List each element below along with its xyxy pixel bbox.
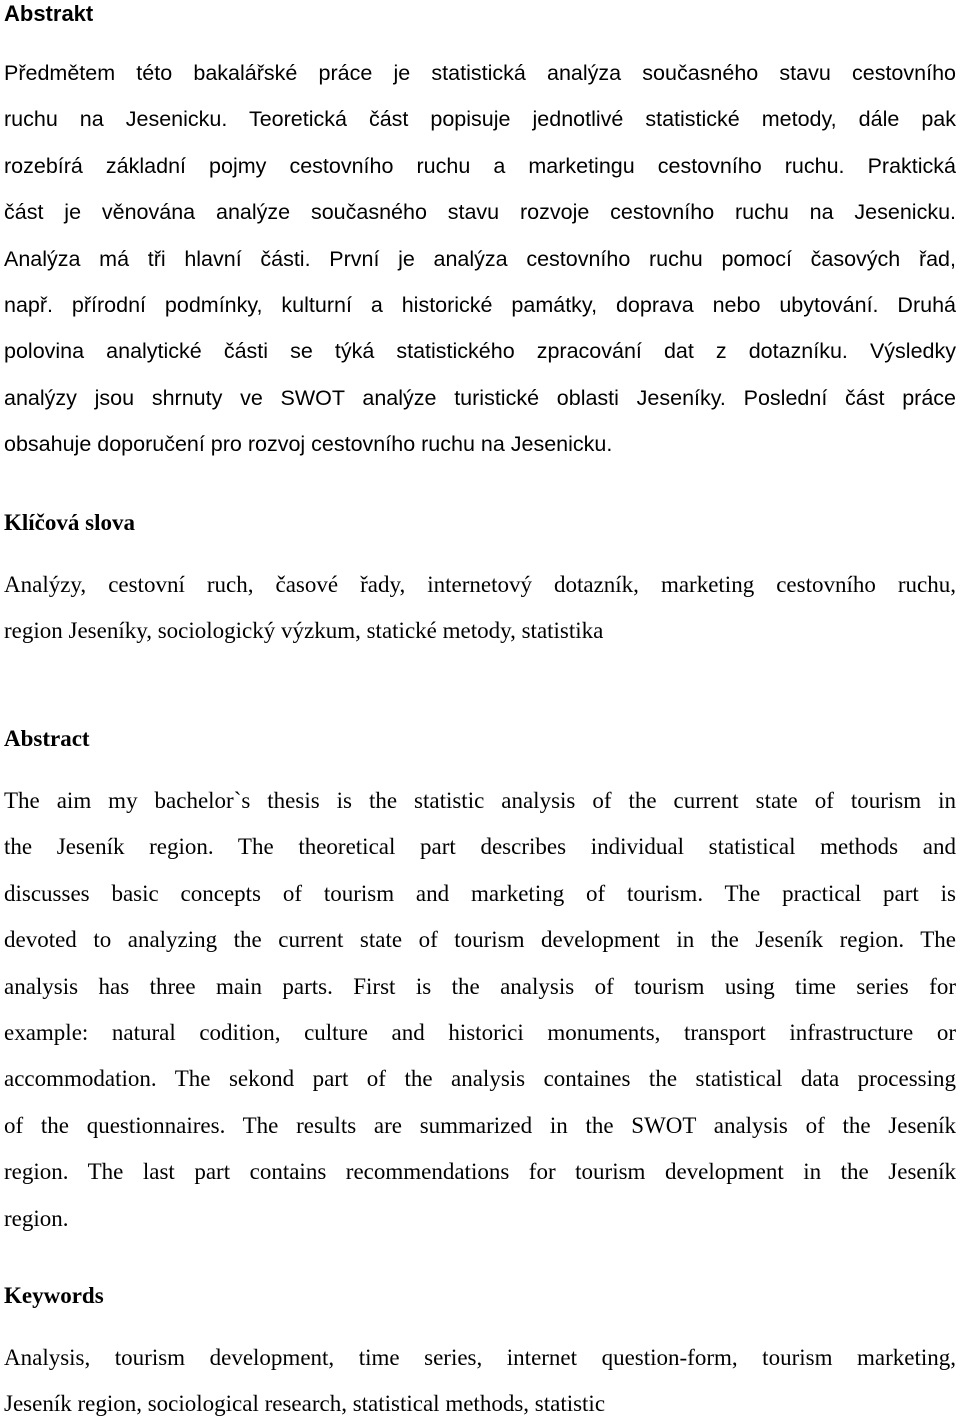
klicova-slova-line: Analýzy, cestovní ruch, časové řady, internetový dotazník, marketing cestovního ruchu, — [4, 572, 956, 597]
keywords-heading: Keywords — [4, 1283, 104, 1308]
abstrakt-line: rozebírá základní pojmy cestovního ruchu a marketingu cestovního ruchu. Praktická — [4, 153, 956, 178]
abstrakt-heading: Abstrakt — [4, 1, 94, 26]
abstract-line: analysis has three main parts. First is the analysis of tourism using time series for — [4, 973, 956, 999]
keywords-line: Jeseník region, sociological research, statistical methods, statistic — [4, 1391, 606, 1417]
abstract-line: region. The last part contains recommendations for tourism development in the Jeseník — [4, 1159, 956, 1185]
abstrakt-line: polovina analytické části se týká statistického zpracování dat z dotazníku. Výsledky — [4, 339, 956, 364]
abstrakt-line: např. přírodní podmínky, kulturní a historické památky, doprava nebo ubytování. Druhá — [4, 293, 956, 318]
abstrakt-line: Analýza má tři hlavní části. První je analýza cestovního ruchu pomocí časových řad, — [4, 246, 956, 271]
abstract-line: devoted to analyzing the current state of tourism development in the Jeseník region. The — [4, 927, 956, 953]
abstract-line: the Jeseník region. The theoretical part describes individual statistical methods and — [4, 834, 956, 860]
abstract-line: of the questionnaires. The results are summarized in the SWOT analysis of the Jeseník — [4, 1112, 956, 1138]
keywords-paragraph — [4, 1335, 956, 1428]
abstrakt-paragraph — [4, 50, 956, 468]
abstract-paragraph — [4, 778, 956, 1242]
abstract-line: discusses basic concepts of tourism and marketing of tourism. The practical part is — [4, 880, 956, 906]
abstract-line: The aim my bachelor`s thesis is the statistic analysis of the current state of tourism in — [4, 788, 956, 813]
abstrakt-line: část je věnována analýze současného stavu rozvoje cestovního ruchu na Jesenicku. — [4, 200, 956, 225]
abstrakt-line: analýzy jsou shrnuty ve SWOT analýze turistické oblasti Jeseníky. Poslední část práce — [4, 385, 956, 410]
abstract-line: example: natural codition, culture and historici monuments, transport infrastructure or — [4, 1020, 956, 1046]
abstract-line: accommodation. The sekond part of the analysis containes the statistical data processing — [4, 1066, 956, 1092]
abstract-line: region. — [4, 1205, 69, 1231]
abstrakt-line: obsahuje doporučení pro rozvoj cestovního ruchu na Jesenicku. — [4, 432, 613, 457]
keywords-line: Analysis, tourism development, time series, internet question-form, tourism marketing, — [4, 1345, 956, 1370]
klicova-slova-line: region Jeseníky, sociologický výzkum, statické metody, statistika — [4, 618, 604, 644]
abstrakt-line: Předmětem této bakalářské práce je statistická analýza současného stavu cestovního — [4, 61, 956, 85]
klicova-slova-paragraph — [4, 562, 956, 655]
klicova-slova-heading: Klíčová slova — [4, 510, 135, 535]
abstrakt-line: ruchu na Jesenicku. Teoretická část popisuje jednotlivé statistické metody, dále pak — [4, 107, 956, 132]
abstract-heading: Abstract — [4, 726, 90, 751]
